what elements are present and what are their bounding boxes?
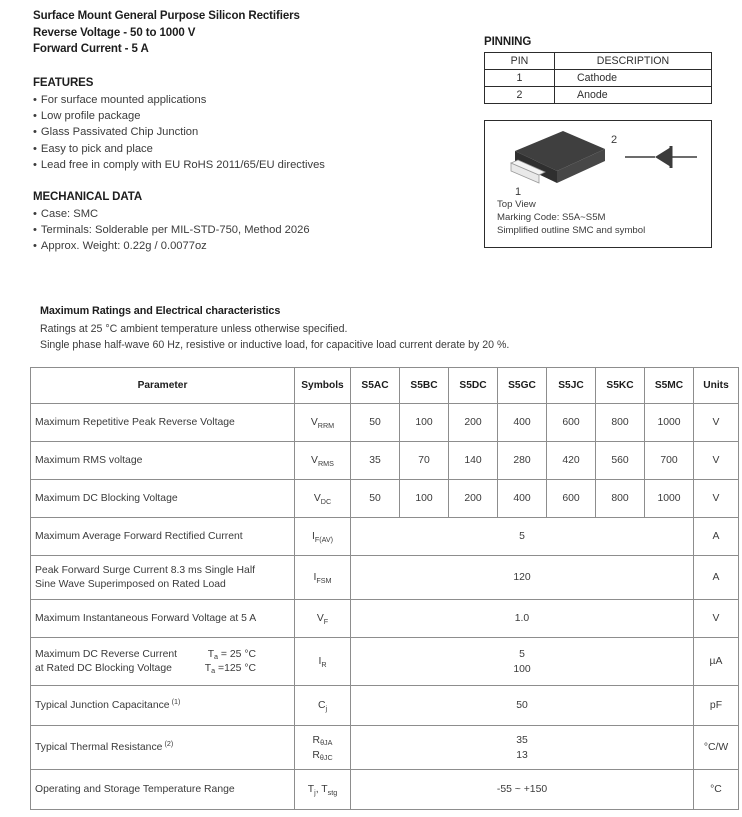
table-row <box>31 518 739 556</box>
units-cell: pF <box>694 686 739 726</box>
units-cell: V <box>694 480 739 518</box>
pkg-pin-label-1: 1 <box>515 186 522 198</box>
table-row <box>31 770 739 810</box>
symbol-cell <box>295 726 351 770</box>
value-cell-merged: 5 <box>351 518 694 556</box>
value-cell: 50 <box>351 480 400 518</box>
symbol-cell: $V_{DC}$ <box>295 480 351 518</box>
value-cell: 100 <box>400 480 449 518</box>
title-line-2: Reverse Voltage - 50 to 1000 V <box>33 26 196 39</box>
symbol-cell: $T_j$, $T_{stg}$ <box>295 770 351 810</box>
caption-line-marking-code: Marking Code: S5A~S5M <box>497 212 606 224</box>
list-item: • Case: SMC <box>33 206 473 222</box>
footnote-marker: (2) <box>164 738 174 748</box>
list-item: • Terminals: Solderable per MIL-STD-750, Method 2026 <box>33 222 473 238</box>
mechanical-data-heading: MECHANICAL DATA <box>33 191 143 203</box>
table-header-row <box>485 53 712 70</box>
features-list <box>33 92 473 173</box>
value-cell: 800 <box>596 404 645 442</box>
column-header-parameter: Parameter <box>31 368 295 404</box>
symbol-line1: $R_{\theta JA}$ <box>312 734 333 747</box>
pinning-table <box>484 52 712 104</box>
value-cell: 280 <box>498 442 547 480</box>
table-row <box>31 556 739 600</box>
mechanical-data-section <box>33 191 473 255</box>
list-item: • Glass Passivated Chip Junction <box>33 124 473 140</box>
units-cell: °C <box>694 770 739 810</box>
units-cell: A <box>694 556 739 600</box>
package-outline-box <box>484 120 712 248</box>
value-cell: 400 <box>498 404 547 442</box>
pin-description: Cathode <box>555 70 712 87</box>
list-item: • Low profile package <box>33 108 473 124</box>
footnote-marker: (1) <box>171 696 181 706</box>
pinning-section <box>484 36 712 104</box>
value-cell: 800 <box>596 480 645 518</box>
value-cell-merged: -55 ~ +150 <box>351 770 694 810</box>
column-header-s5bc: S5BC <box>400 368 449 404</box>
list-item: • Easy to pick and place <box>33 141 473 157</box>
ratings-heading: Maximum Ratings and Electrical characteristics <box>40 305 281 317</box>
pin-number: 1 <box>485 70 555 87</box>
table-row <box>485 87 712 104</box>
list-item: • For surface mounted applications <box>33 92 473 108</box>
value-cell-merged <box>351 638 694 686</box>
table-row <box>31 600 739 638</box>
value-line2: 100 <box>513 663 531 675</box>
pin-description: Anode <box>555 87 712 104</box>
ratings-notes <box>40 322 509 353</box>
parameter-label: Typical Thermal Resistance $^{(2)}$ <box>31 726 295 770</box>
title-line-1: Surface Mount General Purpose Silicon Rectifiers <box>33 10 300 22</box>
table-row <box>31 638 739 686</box>
table-row <box>31 686 739 726</box>
value-cell: 700 <box>645 442 694 480</box>
parameter-label: Maximum RMS voltage <box>31 442 295 480</box>
parameter-label: Maximum Instantaneous Forward Voltage at 5 A <box>31 600 295 638</box>
pkg-pin-label-2: 2 <box>611 134 618 146</box>
features-section <box>33 77 473 173</box>
ratings-note-2: Single phase half-wave 60 Hz, resistive or inductive load, for capacitive load current derate by 20 %. <box>40 338 510 351</box>
parameter-label <box>31 638 295 686</box>
value-cell: 50 <box>351 404 400 442</box>
value-cell: 600 <box>547 480 596 518</box>
pinning-title: PINNING <box>484 36 532 48</box>
column-header-symbols: Symbols <box>295 368 351 404</box>
diode-symbol-icon <box>625 146 697 168</box>
ratings-table <box>30 367 739 810</box>
value-line2: 13 <box>516 749 528 761</box>
column-header-s5kc: S5KC <box>596 368 645 404</box>
parameter-label-line2: Sine Wave Superimposed on Rated Load <box>35 578 226 590</box>
units-cell: °C/W <box>694 726 739 770</box>
units-cell: V <box>694 404 739 442</box>
symbol-cell: $I_R$ <box>295 638 351 686</box>
parameter-label-line2: at Rated DC Blocking Voltage $T_a =125$ °C <box>35 662 290 676</box>
symbol-line2: $R_{\theta JC}$ <box>312 749 333 762</box>
column-header-units: Units <box>694 368 739 404</box>
table-row <box>485 70 712 87</box>
caption-line-outline: Simplified outline SMC and symbol <box>497 225 646 237</box>
units-cell: V <box>694 442 739 480</box>
value-line1: 5 <box>519 648 525 660</box>
table-row <box>31 480 739 518</box>
list-item: • Approx. Weight: 0.22g / 0.0077oz <box>33 238 473 254</box>
parameter-label-line1: Maximum DC Reverse Current $T_a = 25$ °C <box>35 648 290 662</box>
description-column-header: DESCRIPTION <box>555 53 712 70</box>
value-cell-merged: 1.0 <box>351 600 694 638</box>
units-cell: A <box>694 518 739 556</box>
value-cell: 200 <box>449 404 498 442</box>
units-cell: µA <box>694 638 739 686</box>
parameter-label: Typical Junction Capacitance $^{(1)}$ <box>31 686 295 726</box>
parameter-label: Maximum Repetitive Peak Reverse Voltage <box>31 404 295 442</box>
symbol-cell: $I_{F(AV)}$ <box>295 518 351 556</box>
value-cell-merged: 50 <box>351 686 694 726</box>
parameter-label: Maximum DC Blocking Voltage <box>31 480 295 518</box>
value-cell-merged <box>351 726 694 770</box>
parameter-label: Operating and Storage Temperature Range <box>31 770 295 810</box>
parameter-label: Maximum Average Forward Rectified Current <box>31 518 295 556</box>
value-cell: 420 <box>547 442 596 480</box>
value-cell: 200 <box>449 480 498 518</box>
ratings-note-1: Ratings at 25 °C ambient temperature unless otherwise specified. <box>40 323 348 335</box>
column-header-s5gc: S5GC <box>498 368 547 404</box>
column-header-s5ac: S5AC <box>351 368 400 404</box>
list-item: • Lead free in comply with EU RoHS 2011/65/EU directives <box>33 157 473 173</box>
value-line1: 35 <box>516 734 528 746</box>
column-header-s5dc: S5DC <box>449 368 498 404</box>
ratings-table-container <box>30 367 738 810</box>
condition-ta-25: $T_a = 25$ °C <box>207 648 256 661</box>
value-cell-merged: 120 <box>351 556 694 600</box>
value-cell: 600 <box>547 404 596 442</box>
parameter-label-line1: Peak Forward Surge Current 8.3 ms Single Half <box>35 564 256 576</box>
column-header-s5mc: S5MC <box>645 368 694 404</box>
column-header-s5jc: S5JC <box>547 368 596 404</box>
value-cell: 560 <box>596 442 645 480</box>
condition-ta-125: $T_a =125$ °C <box>204 662 256 675</box>
pin-number: 2 <box>485 87 555 104</box>
value-cell: 400 <box>498 480 547 518</box>
smc-body-icon <box>511 131 605 183</box>
table-row <box>31 726 739 770</box>
value-cell: 1000 <box>645 404 694 442</box>
value-cell: 70 <box>400 442 449 480</box>
value-cell: 100 <box>400 404 449 442</box>
value-cell: 140 <box>449 442 498 480</box>
symbol-cell: $I_{FSM}$ <box>295 556 351 600</box>
mechanical-data-list <box>33 206 473 255</box>
document-title-block <box>33 8 473 58</box>
pin-column-header: PIN <box>485 53 555 70</box>
value-cell: 35 <box>351 442 400 480</box>
features-heading: FEATURES <box>33 77 94 89</box>
top-section <box>0 0 742 290</box>
symbol-cell: $V_{RRM}$ <box>295 404 351 442</box>
table-row <box>31 404 739 442</box>
units-cell: V <box>694 600 739 638</box>
value-cell: 1000 <box>645 480 694 518</box>
table-row <box>31 442 739 480</box>
package-caption <box>497 198 645 238</box>
caption-line-top-view: Top View <box>497 199 536 210</box>
parameter-label <box>31 556 295 600</box>
symbol-cell: $V_F$ <box>295 600 351 638</box>
table-header-row <box>31 368 739 404</box>
symbol-cell: $V_{RMS}$ <box>295 442 351 480</box>
title-line-3: Forward Current - 5 A <box>33 43 149 55</box>
symbol-cell: $C_j$ <box>295 686 351 726</box>
smc-package-drawing <box>485 121 713 201</box>
